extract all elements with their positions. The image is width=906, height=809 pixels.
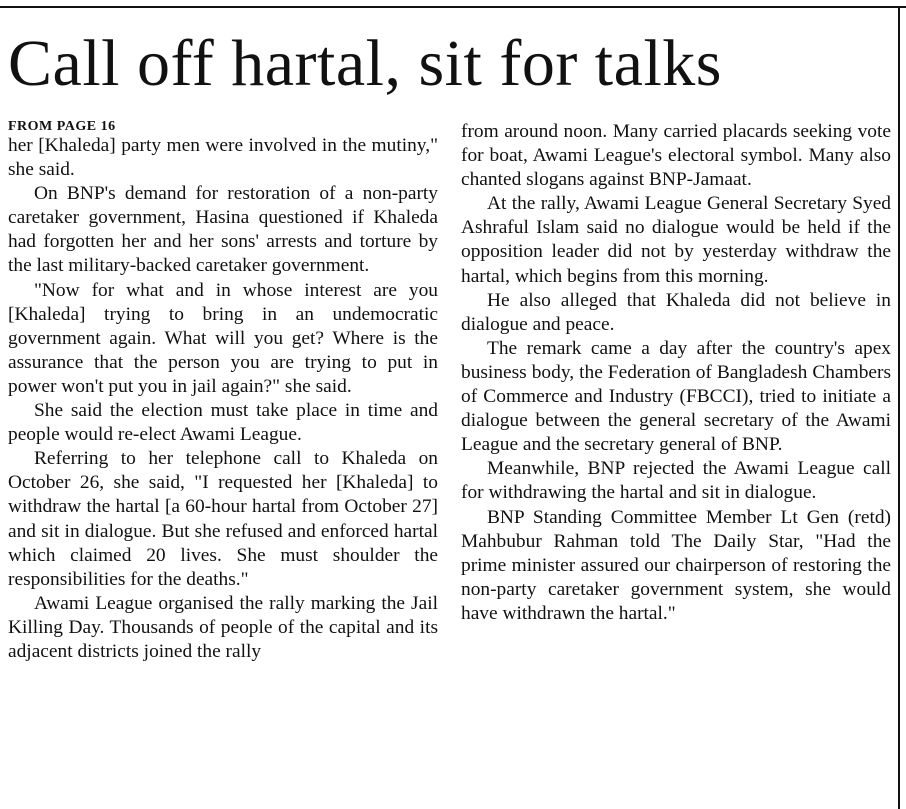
right-column: [461, 120, 891, 626]
paragraph: She said the election must take place in time and people would re-elect Awami League.: [8, 400, 438, 446]
paragraph: from around noon. Many carried placards seeking vote for boat, Awami League's electoral symbol. Many also chanted slogans against BNP-Jamaat.: [461, 121, 891, 191]
paragraph: Referring to her telephone call to Khaleda on October 26, she said, "I requested her [Khaleda] to withdraw the hartal [a 60-hour hartal from October 27] and sit in dialogue. But she refused and enforced hartal which claimed 20 lives. She must shoulder the responsibilities for the deaths.": [8, 448, 438, 590]
right-border-rule: [898, 6, 900, 809]
paragraph: her [Khaleda] party men were involved in the mutiny," she said.: [8, 135, 438, 181]
paragraph: On BNP's demand for restoration of a non-party caretaker government, Hasina questioned if Khaleda had forgotten her and her sons' arrests and torture by the last military-backed caretaker government.: [8, 183, 438, 277]
headline: Call off hartal, sit for talks: [8, 27, 722, 100]
left-column: [8, 118, 438, 664]
continued-from-kicker: FROM PAGE 16: [8, 119, 116, 134]
paragraph: "Now for what and in whose interest are you [Khaleda] trying to bring in an undemocratic government again. What will you get? Where is the assurance that the person you are trying to put in power won't put you in jail again?" she said.: [8, 279, 438, 397]
top-border-rule: [0, 6, 906, 8]
paragraph: The remark came a day after the country's apex business body, the Federation of Bangladesh Chambers of Commerce and Industry (FBCCI), tried to initiate a dialogue between the general secretary of the Awami League and the secretary general of BNP.: [461, 337, 891, 456]
paragraph: At the rally, Awami League General Secretary Syed Ashraful Islam said no dialogue would be held if the opposition leader did not by yesterday withdraw the hartal, which begins from this morning.: [461, 193, 891, 287]
paragraph: Awami League organised the rally marking the Jail Killing Day. Thousands of people of the capital and its adjacent districts joined the rally: [8, 592, 438, 662]
paragraph: He also alleged that Khaleda did not believe in dialogue and peace.: [461, 289, 891, 335]
paragraph: BNP Standing Committee Member Lt Gen (retd) Mahbubur Rahman told The Daily Star, "Had the prime minister assured our chairperson of restoring the non-party caretaker government system, she would have withdrawn the hartal.": [461, 506, 891, 624]
paragraph: Meanwhile, BNP rejected the Awami League call for withdrawing the hartal and sit in dialogue.: [461, 458, 891, 504]
